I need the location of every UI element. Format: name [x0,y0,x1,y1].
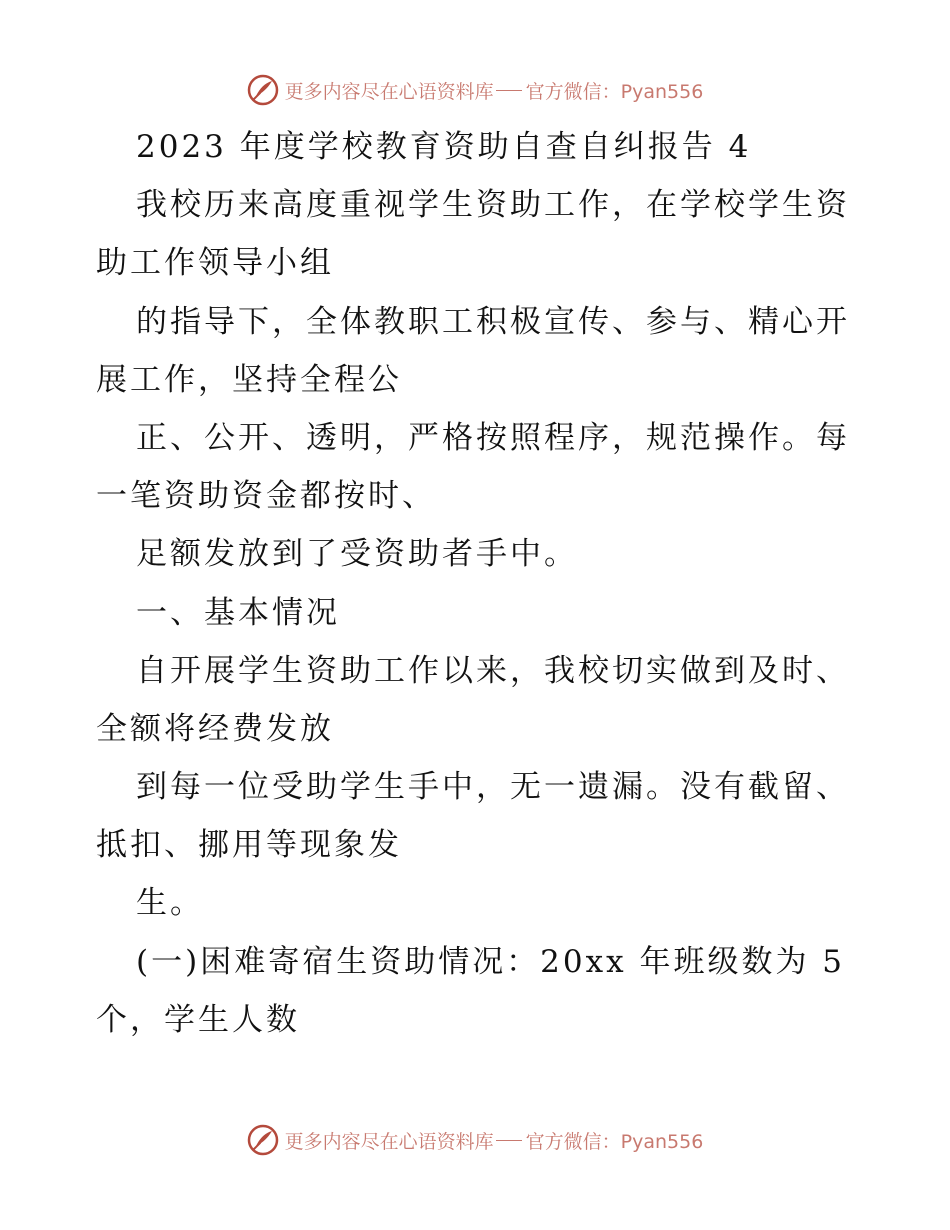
watermark-site-text: 更多内容尽在心语资料库 [284,80,494,103]
feather-logo-icon [247,74,279,106]
text-line: 一笔资助资金都按时、 [96,478,436,515]
document-body [96,118,856,1049]
text-line: 助工作领导小组 [96,245,334,282]
text-line: 个，学生人数 [96,1001,300,1038]
text-line: 自开展学生资助工作以来，我校切实做到及时、 [136,652,850,689]
text-line: 全额将经费发放 [96,710,334,747]
text-line: 正、公开、透明，严格按照程序，规范操作。每 [136,419,850,456]
text-line: 一、基本情况 [136,594,340,631]
text-line: 足额发放到了受资助者手中。 [136,536,578,573]
watermark-dash [496,90,522,91]
feather-logo-icon [247,1124,279,1156]
text-line: (一)困难寄宿生资助情况：20xx 年班级数为 5 [136,943,846,980]
text-line: 抵扣、挪用等现象发 [96,827,402,864]
watermark-site-text: 更多内容尽在心语资料库 [284,1130,494,1153]
text-line: 的指导下，全体教职工积极宣传、参与、精心开 [136,303,850,340]
watermark-wechat-text: 官方微信：Pyan556 [525,80,704,103]
header-watermark [0,70,950,110]
watermark-dash [496,1140,522,1141]
text-line: 我校历来高度重视学生资助工作，在学校学生资 [136,187,850,224]
text-line: 到每一位受助学生手中，无一遗漏。没有截留、 [136,769,850,806]
text-line: 2023 年度学校教育资助自查自纠报告 4 [136,129,752,165]
watermark-wechat-text: 官方微信：Pyan556 [525,1130,704,1153]
footer-watermark [0,1120,950,1160]
text-line: 展工作，坚持全程公 [96,361,402,398]
text-line: 生。 [136,885,204,922]
